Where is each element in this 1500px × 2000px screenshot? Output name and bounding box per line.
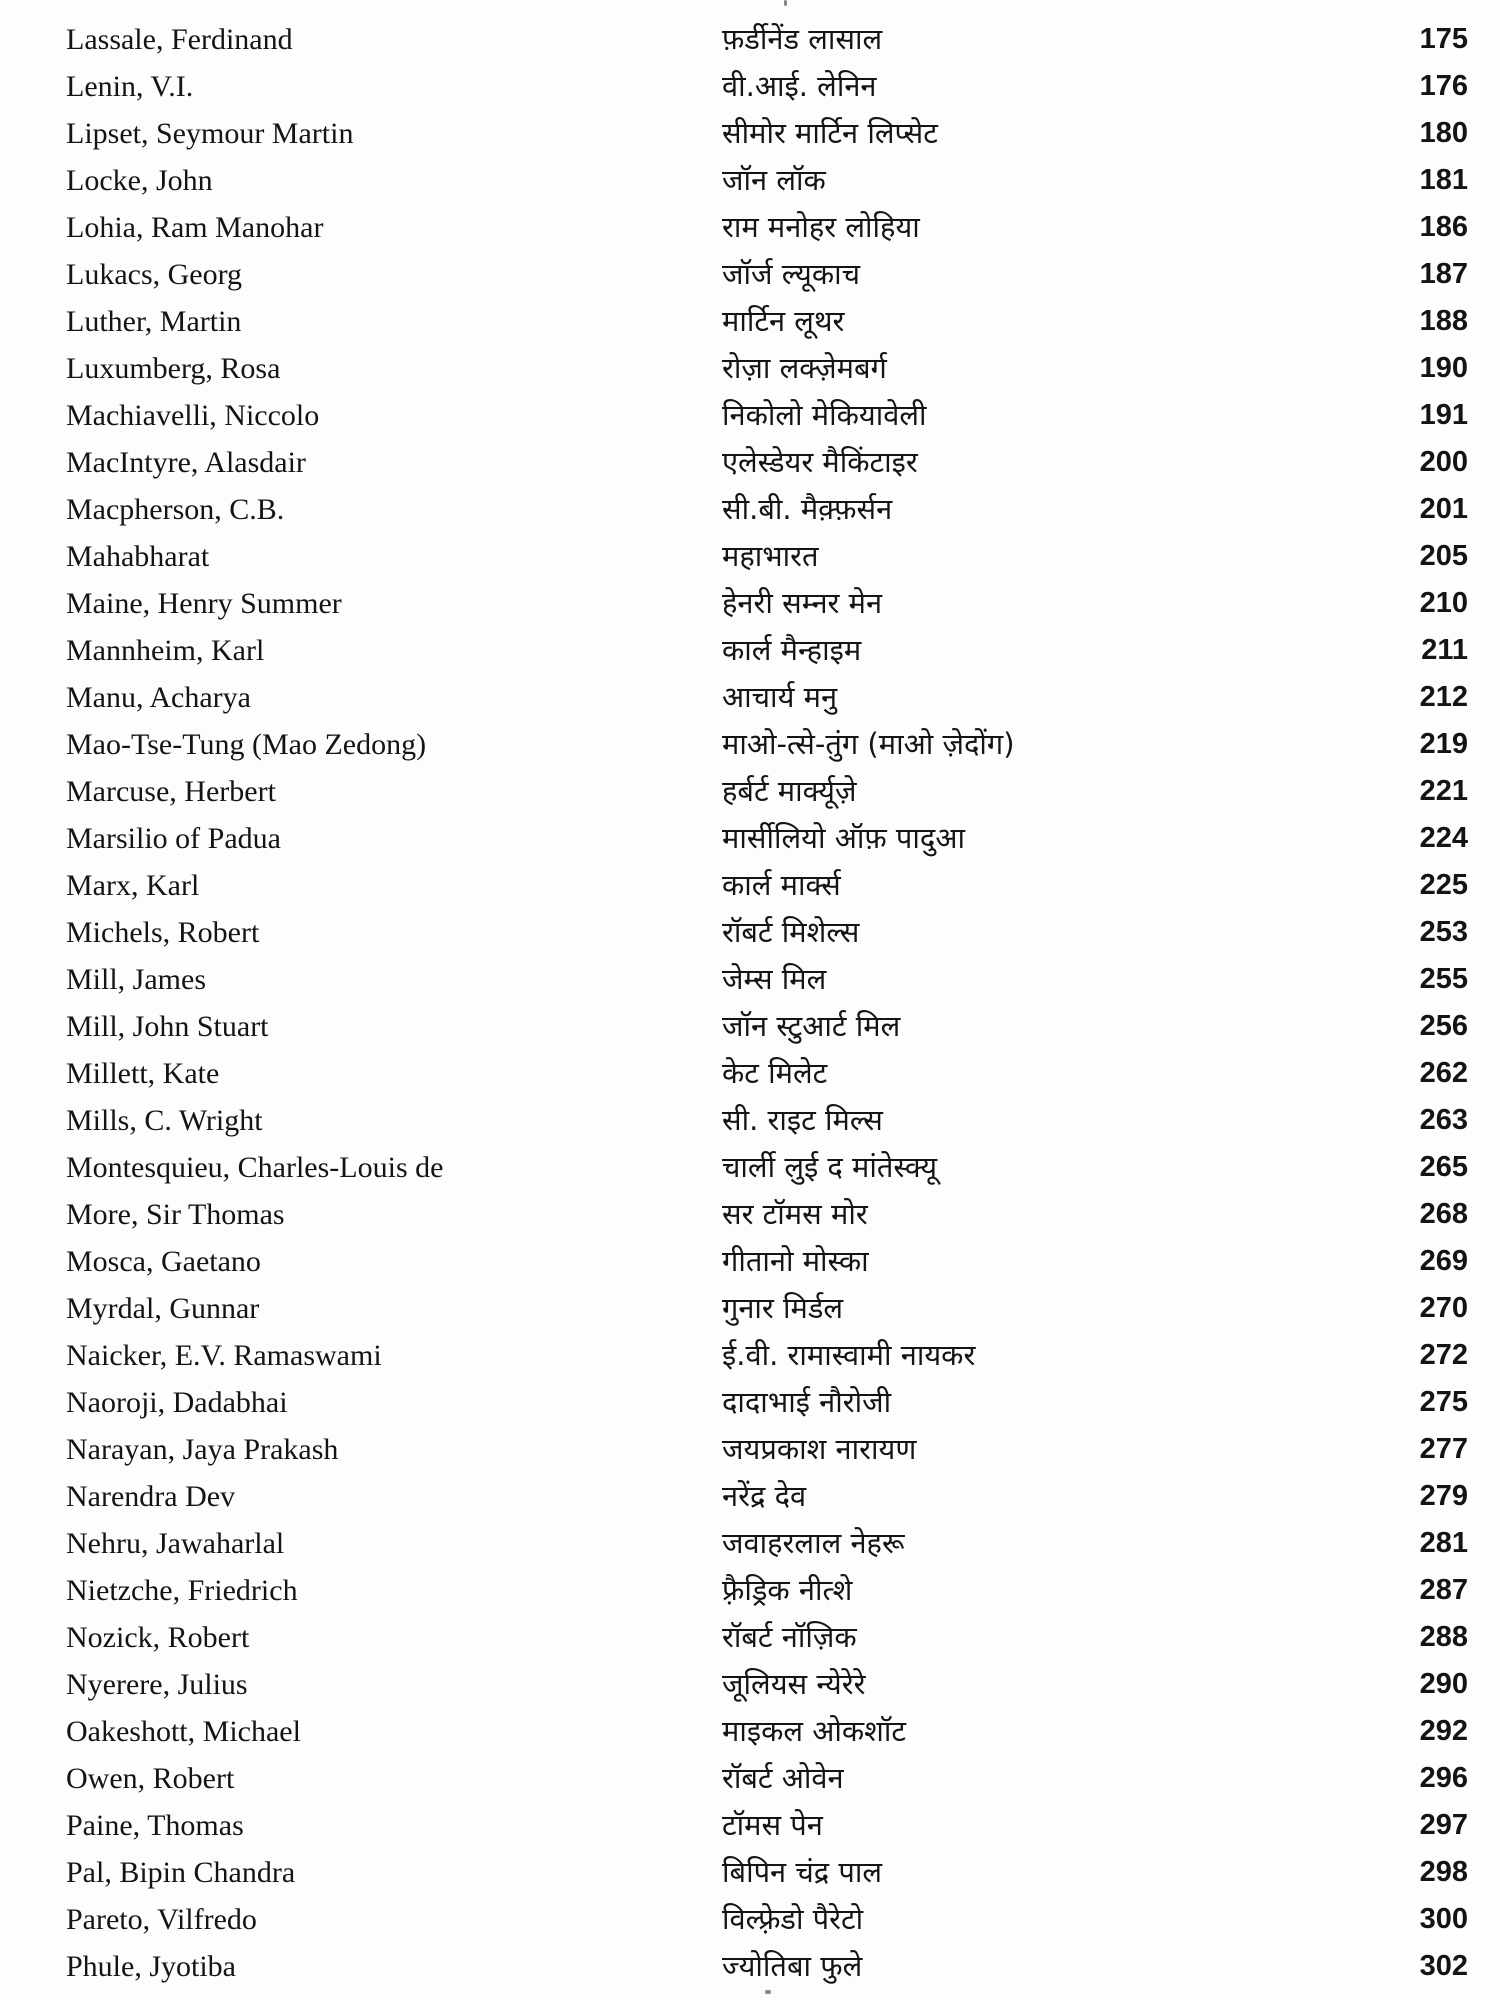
- page-number: 190: [1419, 352, 1468, 384]
- english-name: Macpherson, C.B.: [66, 493, 285, 526]
- index-entry: [0, 251, 1500, 298]
- english-name: Maine, Henry Summer: [66, 587, 342, 620]
- english-name: Lukacs, Georg: [66, 258, 243, 291]
- index-entry: [0, 1097, 1500, 1144]
- page-number: 270: [1419, 1292, 1468, 1324]
- english-name: Mill, John Stuart: [66, 1010, 269, 1043]
- hindi-name: जॉन स्टुआर्ट मिल: [722, 1009, 901, 1043]
- index-entry: [0, 1520, 1500, 1567]
- hindi-name: चार्ली लुई द मांतेस्क्यू: [722, 1150, 938, 1184]
- english-name: Lenin, V.I.: [66, 70, 194, 103]
- page-number: 300: [1419, 1903, 1468, 1935]
- index-entry: [0, 1708, 1500, 1755]
- english-name: Millett, Kate: [66, 1057, 220, 1090]
- hindi-name: मार्टिन लूथर: [722, 304, 845, 338]
- index-entry: [0, 1238, 1500, 1285]
- hindi-name: विल्फ़्रेडो पैरेटो: [722, 1902, 864, 1936]
- index-entry: [0, 580, 1500, 627]
- hindi-name: केट मिलेट: [722, 1056, 828, 1090]
- page-number: 281: [1419, 1527, 1468, 1559]
- hindi-name: ज्योतिबा फुले: [722, 1949, 863, 1983]
- hindi-name: हर्बर्ट मार्क्यूज़े: [722, 774, 857, 808]
- hindi-name: दादाभाई नौरोजी: [722, 1385, 892, 1419]
- hindi-name: माओ-त्से-तुंग (माओ ज़ेदोंग): [722, 727, 1015, 761]
- index-entry: [0, 815, 1500, 862]
- index-entry: [0, 16, 1500, 63]
- index-entry: [0, 1285, 1500, 1332]
- english-name: Luxumberg, Rosa: [66, 352, 281, 385]
- english-name: Naicker, E.V. Ramaswami: [66, 1339, 382, 1372]
- page-number: 288: [1419, 1621, 1468, 1653]
- english-name: Michels, Robert: [66, 916, 260, 949]
- page-number: 272: [1419, 1339, 1468, 1371]
- index-entry: [0, 1802, 1500, 1849]
- english-name: Lipset, Seymour Martin: [66, 117, 354, 150]
- print-speck: [784, 0, 787, 6]
- english-name: Oakeshott, Michael: [66, 1715, 301, 1748]
- english-name: Phule, Jyotiba: [66, 1950, 236, 1983]
- english-name: Narayan, Jaya Prakash: [66, 1433, 339, 1466]
- english-name: Nietzche, Friedrich: [66, 1574, 298, 1607]
- page-number: 186: [1419, 211, 1468, 243]
- english-name: Naoroji, Dadabhai: [66, 1386, 288, 1419]
- index-entry: [0, 1379, 1500, 1426]
- hindi-name: जवाहरलाल नेहरू: [722, 1526, 905, 1560]
- index-entry: [0, 157, 1500, 204]
- page-number: 225: [1419, 869, 1468, 901]
- page-number: 269: [1419, 1245, 1468, 1277]
- english-name: Mannheim, Karl: [66, 634, 265, 667]
- page-number: 253: [1419, 916, 1468, 948]
- hindi-name: जॉन लॉक: [722, 163, 826, 197]
- english-name: Mahabharat: [66, 540, 210, 573]
- hindi-name: कार्ल मैन्हाइम: [722, 633, 862, 667]
- english-name: Marx, Karl: [66, 869, 200, 902]
- index-entry: [0, 1614, 1500, 1661]
- english-name: Nyerere, Julius: [66, 1668, 248, 1701]
- page-number: 188: [1419, 305, 1468, 337]
- page-number: 279: [1419, 1480, 1468, 1512]
- index-entry: [0, 1755, 1500, 1802]
- hindi-name: वी.आई. लेनिन: [722, 69, 877, 103]
- english-name: Nozick, Robert: [66, 1621, 250, 1654]
- index-entry: [0, 1567, 1500, 1614]
- english-name: Mosca, Gaetano: [66, 1245, 261, 1278]
- hindi-name: आचार्य मनु: [722, 680, 838, 714]
- page-number: 191: [1419, 399, 1468, 431]
- hindi-name: जूलियस न्येरेरे: [722, 1667, 866, 1701]
- page-number: 219: [1419, 728, 1468, 760]
- hindi-name: ई.वी. रामास्वामी नायकर: [722, 1338, 976, 1372]
- index-entry: [0, 1473, 1500, 1520]
- english-name: Manu, Acharya: [66, 681, 251, 714]
- hindi-name: जयप्रकाश नारायण: [722, 1432, 917, 1466]
- hindi-name: नरेंद्र देव: [722, 1479, 807, 1513]
- hindi-name: रॉबर्ट मिशेल्स: [722, 915, 860, 949]
- english-name: Lohia, Ram Manohar: [66, 211, 324, 244]
- index-entry: [0, 204, 1500, 251]
- hindi-name: मार्सीलियो ऑफ़ पादुआ: [722, 821, 965, 855]
- index-entry: [0, 486, 1500, 533]
- page-number: 290: [1419, 1668, 1468, 1700]
- english-name: Pareto, Vilfredo: [66, 1903, 257, 1936]
- hindi-name: रॉबर्ट नॉज़िक: [722, 1620, 857, 1654]
- index-entry: [0, 1191, 1500, 1238]
- english-name: Montesquieu, Charles-Louis de: [66, 1151, 444, 1184]
- index-entry: [0, 674, 1500, 721]
- page-number: 275: [1419, 1386, 1468, 1418]
- page-number: 277: [1419, 1433, 1468, 1465]
- print-speck: [765, 1990, 771, 1994]
- english-name: MacIntyre, Alasdair: [66, 446, 306, 479]
- english-name: More, Sir Thomas: [66, 1198, 285, 1231]
- index-entry: [0, 439, 1500, 486]
- english-name: Mill, James: [66, 963, 206, 996]
- page-number: 287: [1419, 1574, 1468, 1606]
- hindi-name: बिपिन चंद्र पाल: [722, 1855, 883, 1889]
- english-name: Nehru, Jawaharlal: [66, 1527, 285, 1560]
- english-name: Machiavelli, Niccolo: [66, 399, 320, 432]
- hindi-name: रोज़ा लक्ज़ेमबर्ग: [722, 351, 887, 385]
- index-entry: [0, 1426, 1500, 1473]
- index-entry: [0, 862, 1500, 909]
- name-index-list: [0, 16, 1500, 1990]
- page-number: 205: [1419, 540, 1468, 572]
- index-entry: [0, 1144, 1500, 1191]
- index-entry: [0, 1332, 1500, 1379]
- hindi-name: सीमोर मार्टिन लिप्सेट: [722, 116, 938, 150]
- hindi-name: हेनरी सम्नर मेन: [722, 586, 883, 620]
- index-entry: [0, 63, 1500, 110]
- index-entry: [0, 1003, 1500, 1050]
- index-entry: [0, 298, 1500, 345]
- page-number: 200: [1419, 446, 1468, 478]
- page-number: 175: [1419, 23, 1468, 55]
- index-entry: [0, 110, 1500, 157]
- page-number: 263: [1419, 1104, 1468, 1136]
- page-number: 180: [1419, 117, 1468, 149]
- english-name: Locke, John: [66, 164, 213, 197]
- index-entry: [0, 1896, 1500, 1943]
- hindi-name: जॉर्ज ल्यूकाच: [722, 257, 861, 291]
- hindi-name: सी.बी. मैक़्फ़र्सन: [722, 492, 893, 526]
- page-number: 262: [1419, 1057, 1468, 1089]
- page-number: 256: [1419, 1010, 1468, 1042]
- page-number: 302: [1419, 1950, 1468, 1982]
- english-name: Mao-Tse-Tung (Mao Zedong): [66, 728, 427, 761]
- page-number: 212: [1419, 681, 1468, 713]
- index-entry: [0, 345, 1500, 392]
- english-name: Marsilio of Padua: [66, 822, 281, 855]
- index-entry: [0, 956, 1500, 1003]
- english-name: Marcuse, Herbert: [66, 775, 276, 808]
- hindi-name: टॉमस पेन: [722, 1808, 823, 1842]
- index-entry: [0, 1943, 1500, 1990]
- hindi-name: माइकल ओकशॉट: [722, 1714, 907, 1748]
- english-name: Lassale, Ferdinand: [66, 23, 293, 56]
- english-name: Narendra Dev: [66, 1480, 236, 1513]
- hindi-name: निकोलो मेकियावेली: [722, 398, 927, 432]
- page-number: 224: [1419, 822, 1468, 854]
- page-number: 187: [1419, 258, 1468, 290]
- page-number: 297: [1419, 1809, 1468, 1841]
- english-name: Luther, Martin: [66, 305, 242, 338]
- hindi-name: गुनार मिर्डल: [722, 1291, 844, 1325]
- page-number: 210: [1419, 587, 1468, 619]
- hindi-name: फ़्रैड्रिक नीत्शे: [722, 1573, 853, 1607]
- hindi-name: कार्ल मार्क्स: [722, 868, 841, 902]
- page-number: 211: [1421, 634, 1468, 666]
- page-number: 255: [1419, 963, 1468, 995]
- hindi-name: गीतानो मोस्का: [722, 1244, 869, 1278]
- page-number: 298: [1419, 1856, 1468, 1888]
- hindi-name: फ़र्डीनेंड लासाल: [722, 22, 883, 56]
- index-entry: [0, 1661, 1500, 1708]
- hindi-name: सर टॉमस मोर: [722, 1197, 868, 1231]
- index-entry: [0, 1050, 1500, 1097]
- hindi-name: सी. राइट मिल्स: [722, 1103, 883, 1137]
- index-entry: [0, 533, 1500, 580]
- index-entry: [0, 768, 1500, 815]
- english-name: Pal, Bipin Chandra: [66, 1856, 296, 1889]
- english-name: Paine, Thomas: [66, 1809, 244, 1842]
- index-entry: [0, 392, 1500, 439]
- hindi-name: एलेस्डेयर मैकिंटाइर: [722, 445, 918, 479]
- page-number: 296: [1419, 1762, 1468, 1794]
- index-entry: [0, 909, 1500, 956]
- english-name: Myrdal, Gunnar: [66, 1292, 260, 1325]
- index-entry: [0, 1849, 1500, 1896]
- index-entry: [0, 721, 1500, 768]
- page-number: 265: [1419, 1151, 1468, 1183]
- page-number: 181: [1419, 164, 1468, 196]
- index-entry: [0, 627, 1500, 674]
- english-name: Owen, Robert: [66, 1762, 235, 1795]
- hindi-name: राम मनोहर लोहिया: [722, 210, 920, 244]
- page-number: 268: [1419, 1198, 1468, 1230]
- page-number: 201: [1419, 493, 1468, 525]
- page-number: 176: [1419, 70, 1468, 102]
- hindi-name: महाभारत: [722, 539, 819, 573]
- english-name: Mills, C. Wright: [66, 1104, 263, 1137]
- hindi-name: रॉबर्ट ओवेन: [722, 1761, 844, 1795]
- page-number: 221: [1419, 775, 1468, 807]
- page-number: 292: [1419, 1715, 1468, 1747]
- hindi-name: जेम्स मिल: [722, 962, 827, 996]
